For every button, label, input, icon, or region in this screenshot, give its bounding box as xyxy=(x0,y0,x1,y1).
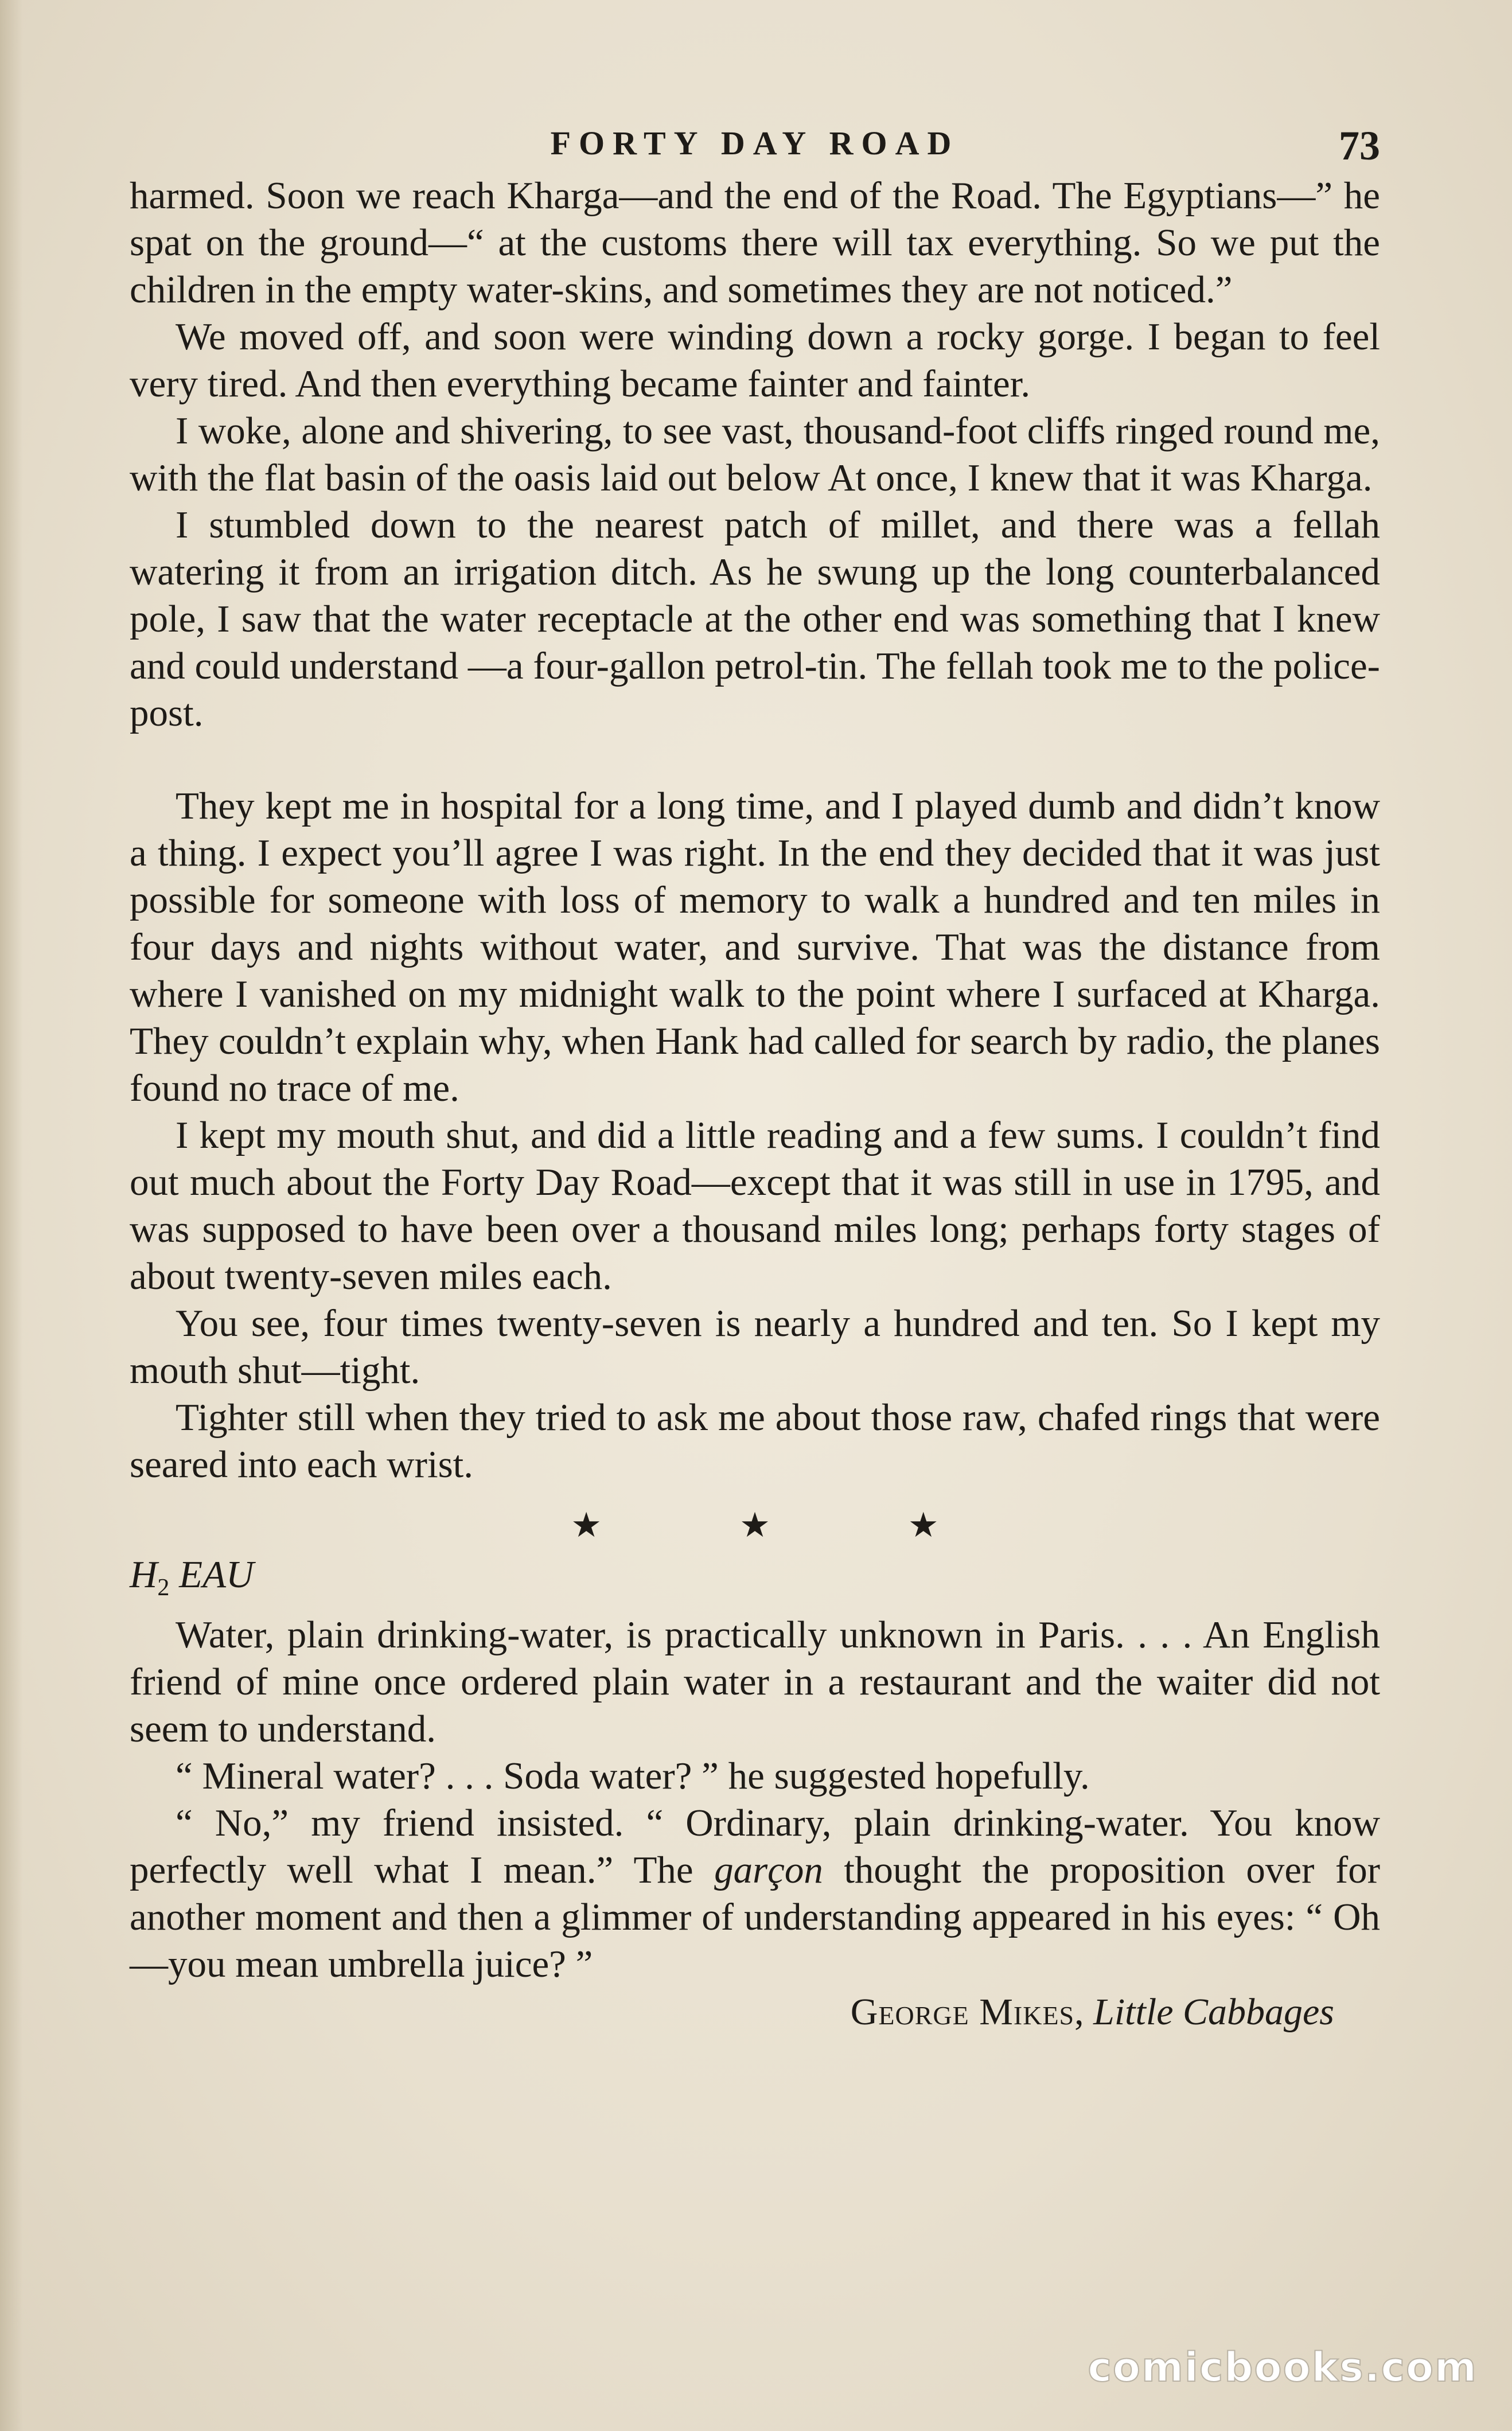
story-paragraph: We moved off, and soon were winding down a rocky gorge. I began to feel very tired. And then everything became fainter and fainter. xyxy=(130,315,1380,405)
story-paragraph: They kept me in hospital for a long time, and I played dumb and didn’t know a thing. I expect you’ll agree I was right. In the end they decided that it was just possible for someone with loss of memory to walk a hundred and ten miles in four days and nights without water, and survive. That was the distance from where I vanished on my midnight walk to the point where I surfaced at Kharga. They couldn’t explain why, when Hank had called for search by radio, the planes found no trace of me. xyxy=(130,785,1380,1109)
attribution-separator: , xyxy=(1074,1991,1094,2033)
page-body xyxy=(130,172,1380,2037)
running-head: FORTY DAY ROAD xyxy=(550,124,960,162)
anecdote-paragraph xyxy=(130,1799,1380,1988)
anecdote-title-main: H xyxy=(130,1553,158,1596)
story-paragraph: I woke, alone and shivering, to see vast, thousand-foot cliffs ringed round me, with the flat basin of the oasis laid out below At once, I knew that it was Kharga. xyxy=(130,410,1380,499)
star-divider xyxy=(130,1499,1380,1551)
story-paragraph: Tighter still when they tried to ask me about those raw, chafed rings that were seared into each wrist. xyxy=(130,1396,1380,1486)
story-paragraph: I stumbled down to the nearest patch of millet, and there was a fellah watering it from an irrigation ditch. As he swung up the long counterbalanced pole, I saw that the water receptacle at the other end was something that I knew and could understand —a four-gallon petrol-tin. The fellah took me to the police-post. xyxy=(130,504,1380,734)
author-name: George Mikes xyxy=(850,1991,1075,2033)
story-paragraph: harmed. Soon we reach Kharga—and the end of the Road. The Egyptians—” he spat on the ground—“ at the customs there will tax everything. So we put the children in the empty water-skins, and sometimes they are not noticed.” xyxy=(130,174,1380,311)
work-title: Little Cabbages xyxy=(1093,1991,1334,2033)
star-icon: ★ xyxy=(907,1505,939,1545)
page-number: 73 xyxy=(1339,123,1380,169)
anecdote-text: “ No,” my friend insisted. “ Ordinary, plain drinking-water. You know perfectly well what I mean.” The xyxy=(130,1802,1380,1891)
star-icon: ★ xyxy=(571,1505,602,1545)
attribution xyxy=(130,1988,1380,2037)
star-icon: ★ xyxy=(739,1505,770,1545)
story-paragraph: You see, four times twenty-seven is nearly a hundred and ten. So I kept my mouth shut—tight. xyxy=(130,1302,1380,1392)
story-paragraph: I kept my mouth shut, and did a little reading and a few sums. I couldn’t find out much about the Forty Day Road—except that it was still in use in 1795, and was supposed to have been over a thousand miles long; perhaps forty stages of about twenty-seven miles each. xyxy=(130,1114,1380,1298)
section-break xyxy=(130,737,1380,782)
anecdote-text: thought the proposition over for another moment and then a glimmer of understanding appeared in his eyes: “ Oh—you mean umbrella juice? ” xyxy=(130,1849,1381,1985)
anecdote-italic-word: garçon xyxy=(714,1849,823,1891)
page-edge-shadow xyxy=(0,0,23,2431)
watermark: comicbooks.com xyxy=(1088,2344,1478,2391)
anecdote-paragraph: Water, plain drinking-water, is practically unknown in Paris. . . . An English friend of mine once ordered plain water in a restaurant and the waiter did not seem to understand. xyxy=(130,1614,1380,1750)
page-header xyxy=(130,120,1380,172)
anecdote-title-subscript: 2 xyxy=(157,1575,170,1601)
anecdote-title-rest: EAU xyxy=(169,1553,254,1596)
anecdote-title xyxy=(130,1551,1380,1611)
anecdote-paragraph: “ Mineral water? . . . Soda water? ” he suggested hopefully. xyxy=(176,1755,1090,1797)
